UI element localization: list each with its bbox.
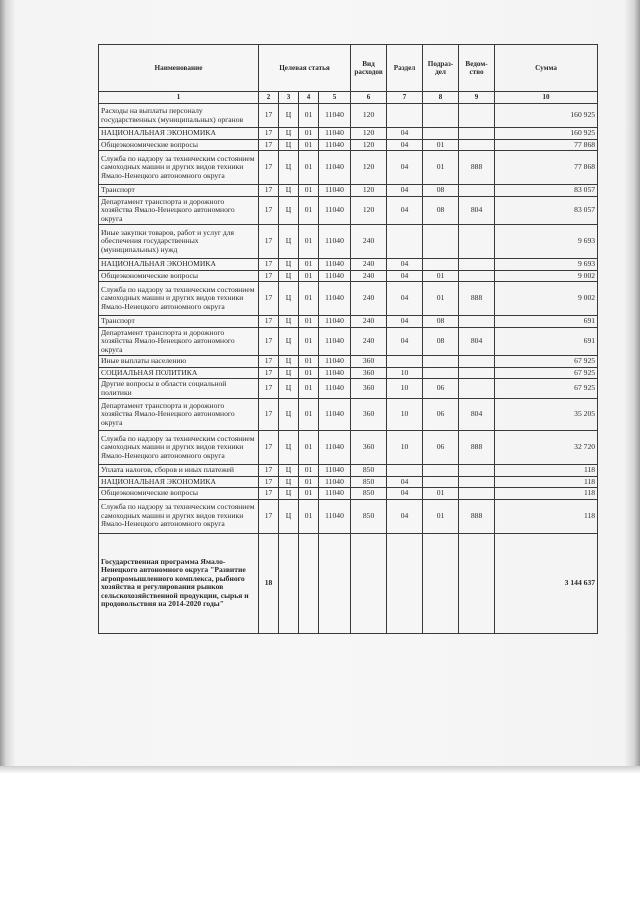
row-subsection bbox=[423, 367, 459, 379]
row-target-code-3: 01 bbox=[299, 185, 319, 197]
column-number: 1 bbox=[99, 92, 259, 104]
row-target-code-1: 17 bbox=[259, 379, 279, 399]
row-target-code-1: 17 bbox=[259, 399, 279, 431]
row-expense-type: 240 bbox=[351, 327, 387, 356]
row-section: 10 bbox=[387, 379, 423, 399]
column-number: 4 bbox=[299, 92, 319, 104]
row-target-code-2: Ц bbox=[279, 399, 299, 431]
row-section: 04 bbox=[387, 151, 423, 185]
row-department: 804 bbox=[459, 196, 495, 225]
table-row bbox=[99, 379, 598, 399]
row-target-code-2: Ц bbox=[279, 499, 299, 533]
row-section: 04 bbox=[387, 196, 423, 225]
row-target-code-1: 17 bbox=[259, 356, 279, 368]
header-department: Ведом-ство bbox=[459, 45, 495, 92]
row-expense-type: 240 bbox=[351, 259, 387, 271]
row-name: Служба по надзору за техническим состоянием самоходных машин и других видов техники Ямало-Ненецкого автономного округа bbox=[99, 431, 259, 465]
row-section: 04 bbox=[387, 488, 423, 500]
table-row bbox=[99, 367, 598, 379]
row-section bbox=[387, 356, 423, 368]
row-expense-type: 120 bbox=[351, 185, 387, 197]
row-target-code-3: 01 bbox=[299, 225, 319, 259]
page-edge bbox=[0, 766, 640, 774]
row-department: 888 bbox=[459, 282, 495, 316]
row-subsection: 01 bbox=[423, 139, 459, 151]
row-name: Транспорт bbox=[99, 185, 259, 197]
row-subsection bbox=[423, 356, 459, 368]
row-section: 04 bbox=[387, 185, 423, 197]
row-subsection: 08 bbox=[423, 185, 459, 197]
row-subsection: 01 bbox=[423, 270, 459, 282]
row-section: 04 bbox=[387, 499, 423, 533]
table-row bbox=[99, 533, 598, 633]
row-target-code-4: 11040 bbox=[319, 499, 351, 533]
row-target-code-4: 11040 bbox=[319, 316, 351, 328]
table-row bbox=[99, 225, 598, 259]
row-name: Департамент транспорта и дорожного хозяйства Ямало-Ненецкого автономного округа bbox=[99, 196, 259, 225]
row-target-code-2: Ц bbox=[279, 356, 299, 368]
row-sum: 160 925 bbox=[495, 104, 598, 128]
row-sum: 118 bbox=[495, 465, 598, 477]
row-department bbox=[459, 185, 495, 197]
row-sum: 77 868 bbox=[495, 151, 598, 185]
row-sum: 9 002 bbox=[495, 270, 598, 282]
row-target-code-1: 17 bbox=[259, 465, 279, 477]
row-target-code-4: 11040 bbox=[319, 270, 351, 282]
row-target-code-2: Ц bbox=[279, 465, 299, 477]
row-target-code-3: 01 bbox=[299, 356, 319, 368]
row-expense-type: 360 bbox=[351, 431, 387, 465]
row-department: 888 bbox=[459, 151, 495, 185]
row-section: 04 bbox=[387, 270, 423, 282]
row-sum: 67 925 bbox=[495, 356, 598, 368]
row-sum: 691 bbox=[495, 316, 598, 328]
row-target-code-4: 11040 bbox=[319, 104, 351, 128]
row-expense-type: 240 bbox=[351, 225, 387, 259]
row-name: Департамент транспорта и дорожного хозяйства Ямало-Ненецкого автономного округа bbox=[99, 327, 259, 356]
table-row bbox=[99, 139, 598, 151]
row-subsection bbox=[423, 225, 459, 259]
row-sum: 77 868 bbox=[495, 139, 598, 151]
row-sum: 9 693 bbox=[495, 259, 598, 271]
header-target-article: Целевая статья bbox=[259, 45, 351, 92]
row-subsection: 08 bbox=[423, 196, 459, 225]
row-target-code-3: 01 bbox=[299, 270, 319, 282]
table-header-row bbox=[99, 45, 598, 92]
row-target-code-2: Ц bbox=[279, 196, 299, 225]
row-subsection: 01 bbox=[423, 151, 459, 185]
row-expense-type: 360 bbox=[351, 399, 387, 431]
row-department bbox=[459, 316, 495, 328]
header-sum: Сумма bbox=[495, 45, 598, 92]
row-target-code-4: 11040 bbox=[319, 196, 351, 225]
table-row bbox=[99, 259, 598, 271]
column-number: 10 bbox=[495, 92, 598, 104]
row-target-code-3: 01 bbox=[299, 399, 319, 431]
budget-table bbox=[98, 44, 598, 634]
row-target-code-1: 17 bbox=[259, 488, 279, 500]
row-sum: 3 144 637 bbox=[495, 533, 598, 633]
table-row bbox=[99, 185, 598, 197]
row-department bbox=[459, 270, 495, 282]
row-name: Государственная программа Ямало-Ненецкого автономного округа "Развитие агропромышленного комплекса, рыбного хозяйства и регулирования рынков сельскохозяйственной продукции, сырья и продовольствия на 2014-2020 годы" bbox=[99, 533, 259, 633]
table-row bbox=[99, 488, 598, 500]
row-target-code-4: 11040 bbox=[319, 139, 351, 151]
row-target-code-3: 01 bbox=[299, 196, 319, 225]
row-sum: 9 693 bbox=[495, 225, 598, 259]
row-target-code-3: 01 bbox=[299, 327, 319, 356]
row-section: 04 bbox=[387, 282, 423, 316]
row-name: НАЦИОНАЛЬНАЯ ЭКОНОМИКА bbox=[99, 476, 259, 488]
row-target-code-3: 01 bbox=[299, 282, 319, 316]
row-target-code-1: 18 bbox=[259, 533, 279, 633]
row-section: 10 bbox=[387, 399, 423, 431]
row-name: СОЦИАЛЬНАЯ ПОЛИТИКА bbox=[99, 367, 259, 379]
row-target-code-2: Ц bbox=[279, 282, 299, 316]
row-subsection: 01 bbox=[423, 488, 459, 500]
row-subsection: 01 bbox=[423, 282, 459, 316]
row-target-code-2: Ц bbox=[279, 151, 299, 185]
column-number: 7 bbox=[387, 92, 423, 104]
row-expense-type: 850 bbox=[351, 488, 387, 500]
row-target-code-3: 01 bbox=[299, 104, 319, 128]
row-target-code-4: 11040 bbox=[319, 399, 351, 431]
row-target-code-3: 01 bbox=[299, 488, 319, 500]
row-section bbox=[387, 104, 423, 128]
row-section: 04 bbox=[387, 316, 423, 328]
row-target-code-2: Ц bbox=[279, 327, 299, 356]
column-number-row bbox=[99, 92, 598, 104]
row-target-code-3 bbox=[299, 533, 319, 633]
row-sum: 118 bbox=[495, 499, 598, 533]
row-department bbox=[459, 488, 495, 500]
row-sum: 35 205 bbox=[495, 399, 598, 431]
row-target-code-1: 17 bbox=[259, 327, 279, 356]
table-row bbox=[99, 476, 598, 488]
row-target-code-1: 17 bbox=[259, 259, 279, 271]
row-name: НАЦИОНАЛЬНАЯ ЭКОНОМИКА bbox=[99, 259, 259, 271]
row-target-code-1: 17 bbox=[259, 282, 279, 316]
row-target-code-3: 01 bbox=[299, 128, 319, 140]
row-department bbox=[459, 367, 495, 379]
row-expense-type: 850 bbox=[351, 465, 387, 477]
row-target-code-1: 17 bbox=[259, 270, 279, 282]
row-target-code-1: 17 bbox=[259, 225, 279, 259]
row-target-code-1: 17 bbox=[259, 499, 279, 533]
row-sum: 691 bbox=[495, 327, 598, 356]
row-department bbox=[459, 465, 495, 477]
row-target-code-2: Ц bbox=[279, 259, 299, 271]
table-row bbox=[99, 282, 598, 316]
row-section: 04 bbox=[387, 128, 423, 140]
table-row bbox=[99, 499, 598, 533]
row-department bbox=[459, 139, 495, 151]
row-section: 10 bbox=[387, 367, 423, 379]
table-row bbox=[99, 128, 598, 140]
row-target-code-2: Ц bbox=[279, 488, 299, 500]
row-subsection: 08 bbox=[423, 316, 459, 328]
row-name: Общеэкономические вопросы bbox=[99, 488, 259, 500]
row-name: Общеэкономические вопросы bbox=[99, 270, 259, 282]
column-number: 8 bbox=[423, 92, 459, 104]
column-number: 5 bbox=[319, 92, 351, 104]
row-target-code-1: 17 bbox=[259, 431, 279, 465]
row-target-code-1: 17 bbox=[259, 185, 279, 197]
row-target-code-1: 17 bbox=[259, 139, 279, 151]
header-section: Раздел bbox=[387, 45, 423, 92]
row-target-code-3: 01 bbox=[299, 259, 319, 271]
header-expense-type: Вид расходов bbox=[351, 45, 387, 92]
row-target-code-1: 17 bbox=[259, 196, 279, 225]
row-name: Общеэкономические вопросы bbox=[99, 139, 259, 151]
row-name: Иные закупки товаров, работ и услуг для обеспечения государственных (муниципальных) нужд bbox=[99, 225, 259, 259]
row-department bbox=[459, 104, 495, 128]
table-row bbox=[99, 151, 598, 185]
row-target-code-3: 01 bbox=[299, 316, 319, 328]
row-subsection bbox=[423, 259, 459, 271]
row-target-code-4 bbox=[319, 533, 351, 633]
row-department bbox=[459, 533, 495, 633]
row-subsection: 01 bbox=[423, 499, 459, 533]
row-expense-type: 240 bbox=[351, 316, 387, 328]
row-subsection: 06 bbox=[423, 399, 459, 431]
row-section bbox=[387, 465, 423, 477]
row-target-code-4: 11040 bbox=[319, 259, 351, 271]
header-subsection: Подраз-дел bbox=[423, 45, 459, 92]
row-subsection: 06 bbox=[423, 431, 459, 465]
row-name: Транспорт bbox=[99, 316, 259, 328]
row-expense-type: 120 bbox=[351, 196, 387, 225]
table-row bbox=[99, 465, 598, 477]
row-sum: 118 bbox=[495, 476, 598, 488]
row-expense-type: 120 bbox=[351, 128, 387, 140]
row-target-code-1: 17 bbox=[259, 104, 279, 128]
row-target-code-4: 11040 bbox=[319, 488, 351, 500]
row-sum: 160 925 bbox=[495, 128, 598, 140]
row-name: Уплата налогов, сборов и иных платежей bbox=[99, 465, 259, 477]
row-subsection: 08 bbox=[423, 327, 459, 356]
row-target-code-4: 11040 bbox=[319, 128, 351, 140]
row-department: 888 bbox=[459, 499, 495, 533]
row-target-code-4: 11040 bbox=[319, 185, 351, 197]
row-target-code-3: 01 bbox=[299, 379, 319, 399]
row-target-code-2: Ц bbox=[279, 128, 299, 140]
row-target-code-1: 17 bbox=[259, 316, 279, 328]
row-name: Другие вопросы в области социальной политики bbox=[99, 379, 259, 399]
row-sum: 83 057 bbox=[495, 185, 598, 197]
row-expense-type: 360 bbox=[351, 356, 387, 368]
row-target-code-2: Ц bbox=[279, 379, 299, 399]
row-target-code-4: 11040 bbox=[319, 356, 351, 368]
row-department bbox=[459, 259, 495, 271]
row-name: Служба по надзору за техническим состоянием самоходных машин и других видов техники Ямало-Ненецкого автономного округа bbox=[99, 151, 259, 185]
row-name: Служба по надзору за техническим состоянием самоходных машин и других видов техники Ямало-Ненецкого автономного округа bbox=[99, 282, 259, 316]
row-name: Расходы на выплаты персоналу государственных (муниципальных) органов bbox=[99, 104, 259, 128]
row-target-code-3: 01 bbox=[299, 367, 319, 379]
row-subsection bbox=[423, 533, 459, 633]
row-target-code-2: Ц bbox=[279, 316, 299, 328]
row-expense-type: 120 bbox=[351, 151, 387, 185]
row-target-code-2: Ц bbox=[279, 476, 299, 488]
table-body bbox=[99, 104, 598, 634]
row-department bbox=[459, 128, 495, 140]
table-row bbox=[99, 327, 598, 356]
row-section bbox=[387, 225, 423, 259]
row-target-code-4: 11040 bbox=[319, 225, 351, 259]
row-name: Департамент транспорта и дорожного хозяйства Ямало-Ненецкого автономного округа bbox=[99, 399, 259, 431]
row-sum: 9 002 bbox=[495, 282, 598, 316]
row-target-code-3: 01 bbox=[299, 499, 319, 533]
row-target-code-4: 11040 bbox=[319, 151, 351, 185]
row-department: 804 bbox=[459, 327, 495, 356]
row-subsection bbox=[423, 104, 459, 128]
row-target-code-1: 17 bbox=[259, 151, 279, 185]
column-number: 3 bbox=[279, 92, 299, 104]
row-section: 04 bbox=[387, 139, 423, 151]
table-row bbox=[99, 270, 598, 282]
row-section: 04 bbox=[387, 476, 423, 488]
row-target-code-1: 17 bbox=[259, 476, 279, 488]
row-section: 10 bbox=[387, 431, 423, 465]
row-section: 04 bbox=[387, 259, 423, 271]
row-expense-type: 240 bbox=[351, 282, 387, 316]
row-subsection bbox=[423, 465, 459, 477]
row-target-code-2: Ц bbox=[279, 185, 299, 197]
row-department bbox=[459, 379, 495, 399]
row-sum: 67 925 bbox=[495, 367, 598, 379]
table-row bbox=[99, 399, 598, 431]
table-row bbox=[99, 356, 598, 368]
row-department bbox=[459, 225, 495, 259]
row-section: 04 bbox=[387, 327, 423, 356]
row-target-code-2: Ц bbox=[279, 367, 299, 379]
row-target-code-3: 01 bbox=[299, 431, 319, 465]
table-row bbox=[99, 104, 598, 128]
row-subsection bbox=[423, 476, 459, 488]
row-expense-type: 120 bbox=[351, 139, 387, 151]
column-number: 9 bbox=[459, 92, 495, 104]
row-expense-type: 360 bbox=[351, 367, 387, 379]
row-target-code-3: 01 bbox=[299, 151, 319, 185]
row-target-code-1: 17 bbox=[259, 128, 279, 140]
row-sum: 118 bbox=[495, 488, 598, 500]
row-name: Иные выплаты населению bbox=[99, 356, 259, 368]
row-target-code-4: 11040 bbox=[319, 431, 351, 465]
row-department bbox=[459, 356, 495, 368]
row-target-code-1: 17 bbox=[259, 367, 279, 379]
row-target-code-3: 01 bbox=[299, 476, 319, 488]
row-subsection: 06 bbox=[423, 379, 459, 399]
row-target-code-4: 11040 bbox=[319, 367, 351, 379]
row-target-code-2 bbox=[279, 533, 299, 633]
row-target-code-4: 11040 bbox=[319, 465, 351, 477]
row-expense-type bbox=[351, 533, 387, 633]
row-target-code-4: 11040 bbox=[319, 379, 351, 399]
row-target-code-2: Ц bbox=[279, 270, 299, 282]
row-sum: 83 057 bbox=[495, 196, 598, 225]
header-name: Наименование bbox=[99, 45, 259, 92]
row-target-code-4: 11040 bbox=[319, 476, 351, 488]
column-number: 6 bbox=[351, 92, 387, 104]
row-target-code-2: Ц bbox=[279, 225, 299, 259]
row-expense-type: 360 bbox=[351, 379, 387, 399]
row-target-code-2: Ц bbox=[279, 139, 299, 151]
row-expense-type: 850 bbox=[351, 499, 387, 533]
row-expense-type: 240 bbox=[351, 270, 387, 282]
row-sum: 67 925 bbox=[495, 379, 598, 399]
row-target-code-2: Ц bbox=[279, 104, 299, 128]
column-number: 2 bbox=[259, 92, 279, 104]
table-row bbox=[99, 431, 598, 465]
row-department bbox=[459, 476, 495, 488]
row-target-code-3: 01 bbox=[299, 465, 319, 477]
row-sum: 32 720 bbox=[495, 431, 598, 465]
row-department: 804 bbox=[459, 399, 495, 431]
row-expense-type: 120 bbox=[351, 104, 387, 128]
row-target-code-2: Ц bbox=[279, 431, 299, 465]
row-expense-type: 850 bbox=[351, 476, 387, 488]
table-row bbox=[99, 316, 598, 328]
row-name: НАЦИОНАЛЬНАЯ ЭКОНОМИКА bbox=[99, 128, 259, 140]
row-subsection bbox=[423, 128, 459, 140]
row-target-code-3: 01 bbox=[299, 139, 319, 151]
row-department: 888 bbox=[459, 431, 495, 465]
row-target-code-4: 11040 bbox=[319, 282, 351, 316]
table-row bbox=[99, 196, 598, 225]
row-target-code-4: 11040 bbox=[319, 327, 351, 356]
row-section bbox=[387, 533, 423, 633]
row-name: Служба по надзору за техническим состоянием самоходных машин и других видов техники Ямало-Ненецкого автономного округа bbox=[99, 499, 259, 533]
